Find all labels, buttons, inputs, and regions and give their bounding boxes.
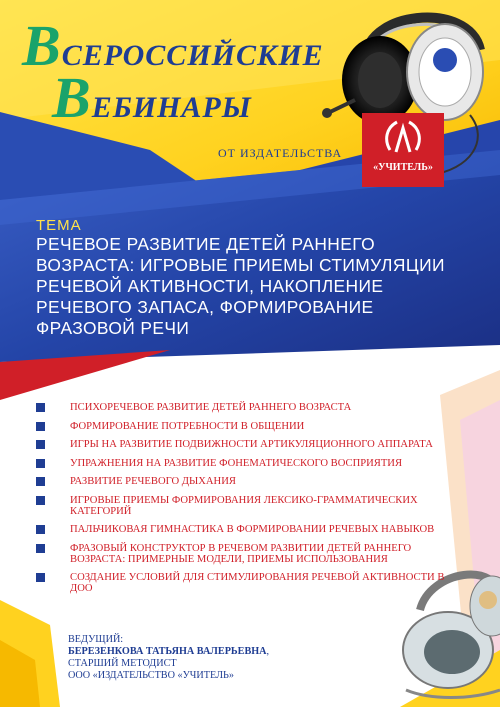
topic-text: УПРАЖНЕНИЯ НА РАЗВИТИЕ ФОНЕМАТИЧЕСКОГО ВОСПРИЯТИЯ <box>70 457 403 469</box>
square-bullet-icon <box>36 422 45 431</box>
topic-text: ПСИХОРЕЧЕВОЕ РАЗВИТИЕ ДЕТЕЙ РАННЕГО ВОЗРАСТА <box>70 402 352 413</box>
presenter-label: ВЕДУЩИЙ: <box>68 634 124 645</box>
list-item <box>36 543 456 565</box>
list-item <box>36 572 456 594</box>
topic-text: СОЗДАНИЕ УСЛОВИЙ ДЛЯ СТИМУЛИРОВАНИЯ РЕЧЕВОЙ АКТИВНОСТИ В ДОО <box>70 572 445 594</box>
square-bullet-icon <box>36 544 45 553</box>
title-line-2 <box>52 64 252 131</box>
list-item <box>36 495 456 517</box>
square-bullet-icon <box>36 403 45 412</box>
list-item <box>36 402 456 413</box>
list-item <box>36 421 456 432</box>
list-item <box>36 458 456 469</box>
topic-text: ИГРОВЫЕ ПРИЕМЫ ФОРМИРОВАНИЯ ЛЕКСИКО-ГРАММАТИЧЕСКИХ КАТЕГОРИЙ <box>70 494 418 517</box>
presenter-position: СТАРШИЙ МЕТОДИСТ <box>68 658 177 669</box>
list-item <box>36 476 456 487</box>
publisher-logo-text: «УЧИТЕЛЬ» <box>373 162 433 173</box>
presenter-name: БЕРЕЗЕНКОВА ТАТЬЯНА ВАЛЕРЬЕВНА <box>68 646 267 657</box>
theme-label: ТЕМА <box>36 217 82 234</box>
list-item <box>36 439 456 450</box>
title-line-1-text: СЕРОССИЙСКИЕ <box>61 39 324 72</box>
topic-text: РАЗВИТИЕ РЕЧЕВОГО ДЫХАНИЯ <box>70 476 236 487</box>
presenter-block: ВЕДУЩИЙ: БЕРЕЗЕНКОВА ТАТЬЯНА ВАЛЕРЬЕВНА, СТАРШИЙ МЕТОДИСТ ООО «ИЗДАТЕЛЬСТВО «УЧИТЕЛЬ» <box>68 634 270 681</box>
presenter-organization: ООО «ИЗДАТЕЛЬСТВО «УЧИТЕЛЬ» <box>68 670 234 681</box>
square-bullet-icon <box>36 573 45 582</box>
square-bullet-icon <box>36 477 45 486</box>
square-bullet-icon <box>36 440 45 449</box>
square-bullet-icon <box>36 525 45 534</box>
publisher-prefix: ОТ ИЗДАТЕЛЬСТВА <box>218 146 343 160</box>
topic-text: ИГРЫ НА РАЗВИТИЕ ПОДВИЖНОСТИ АРТИКУЛЯЦИОННОГО АППАРАТА <box>70 439 433 450</box>
title-line-2-text: ЕБИНАРЫ <box>91 91 252 124</box>
title-line-2-initial: В <box>52 65 92 130</box>
topic-list <box>36 402 456 602</box>
topic-text: ФРАЗОВЫЙ КОНСТРУКТОР В РЕЧЕВОМ РАЗВИТИИ ДЕТЕЙ РАННЕГО ВОЗРАСТА: ПРИМЕРНЫЕ МОДЕЛИ, ПРИЕМЫ ИСПОЛЬЗОВАНИЯ <box>70 542 412 565</box>
topic-text: ПАЛЬЧИКОВАЯ ГИМНАСТИКА В ФОРМИРОВАНИИ РЕЧЕВЫХ НАВЫКОВ <box>70 524 435 535</box>
square-bullet-icon <box>36 459 45 468</box>
list-item <box>36 524 456 535</box>
theme-title: РЕЧЕВОЕ РАЗВИТИЕ ДЕТЕЙ РАННЕГО ВОЗРАСТА: ИГРОВЫЕ ПРИЕМЫ СТИМУЛЯЦИИ РЕЧЕВОЙ АКТИВНОСТИ, НАКОПЛЕНИЕ РЕЧЕВОГО ЗАПАСА, ФОРМИРОВАНИЕ ФРАЗОВОЙ РЕЧИ <box>36 234 445 338</box>
topic-text: ФОРМИРОВАНИЕ ПОТРЕБНОСТИ В ОБЩЕНИИ <box>70 420 305 432</box>
square-bullet-icon <box>36 496 45 505</box>
title-line-1-initial: В <box>22 13 62 78</box>
